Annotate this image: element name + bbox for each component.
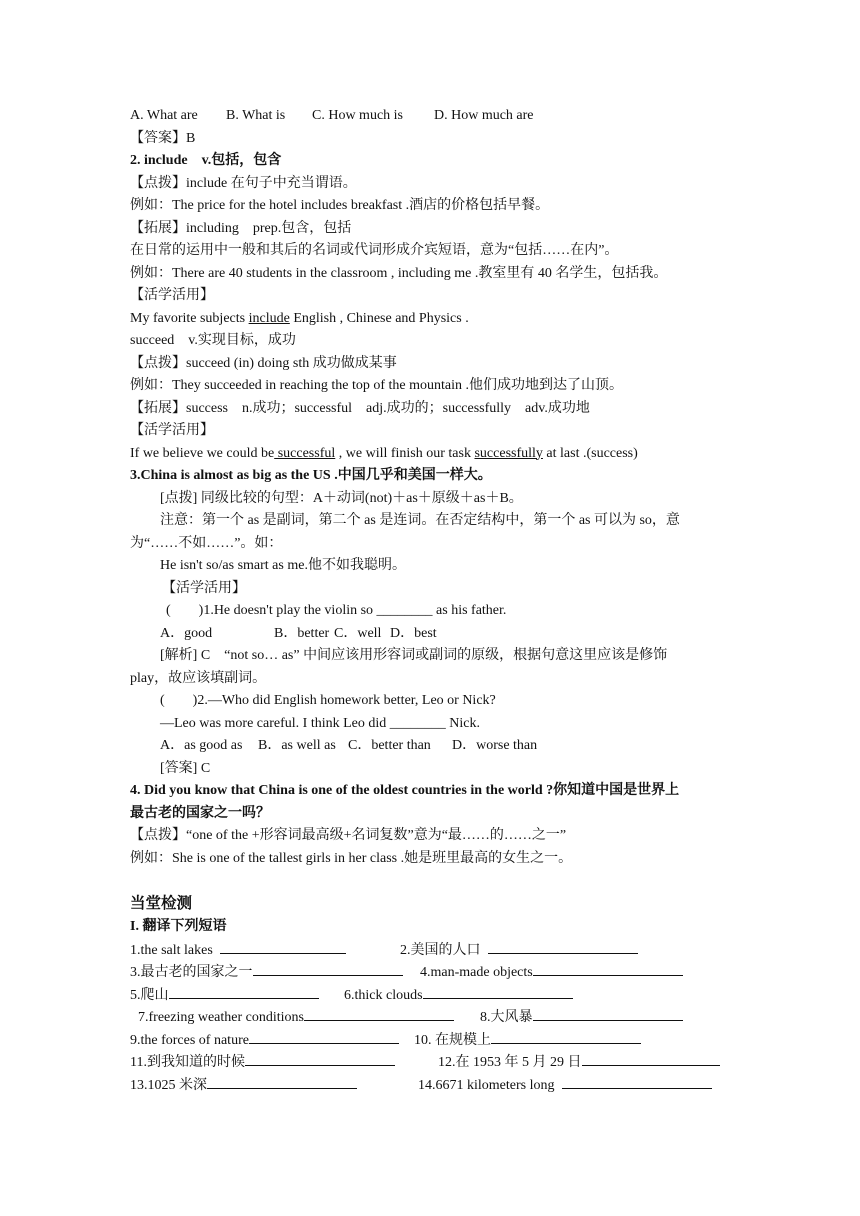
blank: [249, 1029, 399, 1044]
question-1-options: [130, 623, 740, 646]
answer-word: successful: [274, 445, 336, 461]
q1-answer: 【答案】B: [130, 130, 196, 146]
section-3-heading: 3.China is almost as big as the US .中国几乎和美国一样大。: [130, 468, 492, 483]
blank: [423, 984, 573, 999]
exercise-row: [130, 1074, 740, 1097]
text: If we believe we could be: [130, 445, 275, 461]
example: 例如：The price for the hotel includes breakfast .酒店的价格包括早餐。: [130, 198, 550, 213]
note-continued: 为“……不如……”。如：: [130, 535, 283, 551]
option-a: A．as good as: [160, 738, 243, 753]
item-text: 12.在 1953 年 5 月 29 日: [438, 1055, 582, 1070]
spacer: [130, 870, 740, 892]
option-d: D. How much are: [434, 108, 534, 123]
item-text: 6.thick clouds: [344, 987, 423, 1003]
exercise-row: [130, 1051, 740, 1074]
exercise-item: [400, 939, 638, 962]
practice-title: 【活学活用】: [162, 580, 246, 596]
blank: [207, 1074, 357, 1089]
question-1: ( )1.He doesn't play the violin so ________ as his father.: [166, 603, 507, 618]
exercise-row: [130, 939, 740, 962]
blank: [304, 1006, 454, 1021]
exercise-item: [414, 1029, 641, 1052]
exercise-item: [130, 1029, 414, 1052]
blank: [533, 1006, 683, 1021]
item-text: 5.爬山: [130, 987, 169, 1003]
text: at last .(success): [542, 445, 638, 461]
blank: [253, 961, 403, 976]
exercise-item: [420, 961, 683, 984]
extension: 【拓展】including prep.包含，包括: [130, 220, 352, 236]
blank: [488, 939, 638, 954]
blank: [562, 1074, 712, 1089]
item-text: 7.freezing weather conditions: [138, 1010, 304, 1025]
option-a: A．good: [160, 625, 213, 641]
exercise-row: [130, 1029, 740, 1052]
blank: [582, 1051, 720, 1066]
exercise-item: [438, 1051, 720, 1074]
section-4-heading: 4. Did you know that China is one of the oldest countries in the world ?你知道中国是世界上: [130, 783, 680, 798]
exercise-row: [130, 961, 740, 984]
option-b: B. What is: [226, 108, 286, 123]
part-title: I. 翻译下列短语: [130, 919, 227, 934]
tip: 【点拨】“one of the +形容词最高级+名词复数”意为“最……的……之一”: [130, 828, 567, 843]
text: My favorite subjects: [130, 310, 249, 326]
item-text: 8.大风暴: [480, 1010, 533, 1025]
blank: [245, 1051, 395, 1066]
succeed-heading: succeed v.实现目标，成功: [130, 333, 296, 348]
exercise-item: [130, 1051, 438, 1074]
option-d: D．worse than: [452, 738, 538, 753]
section-title: 当堂检测: [130, 895, 193, 912]
analysis: [解析] C “not so… as” 中间应该用形容词或副词的原级，根据句意这里应该是修饰: [160, 648, 668, 663]
option-c: C. How much is: [312, 108, 403, 123]
exercise-item: [130, 1074, 418, 1097]
practice-sentence: [130, 443, 740, 466]
blank: [491, 1029, 641, 1044]
section-4-heading-continued: 最古老的国家之一吗？: [130, 805, 270, 821]
item-text: 13.1025 米深: [130, 1077, 207, 1093]
exercise-row: [130, 1006, 740, 1029]
question-2-line-2: —Leo was more careful. I think Leo did ________ Nick.: [160, 715, 480, 731]
note: 注意：第一个 as 是副词，第二个 as 是连词。在否定结构中，第一个 as 可以为 so，意: [160, 513, 680, 528]
option-a: A. What are: [130, 108, 198, 123]
succeed-extension: 【拓展】success n.成功；successful adj.成功的；successfully adv.成功地: [130, 400, 590, 416]
item-text: 3.最古老的国家之一: [130, 965, 253, 980]
exercise-item: [138, 1006, 480, 1029]
option-b: B．better: [274, 625, 330, 641]
succeed-example: 例如：They succeeded in reaching the top of the mountain .他们成功地到达了山顶。: [130, 378, 624, 393]
question-2: ( )2.—Who did English homework better, Leo or Nick?: [160, 693, 496, 708]
exercise-row: [130, 984, 740, 1007]
tip: 【点拨】include 在句子中充当谓语。: [130, 175, 357, 191]
analysis-continued: play，故应该填副词。: [130, 670, 267, 686]
item-text: 2.美国的人口: [400, 942, 481, 958]
text: English , Chinese and Physics .: [289, 310, 469, 326]
item-text: 9.the forces of nature: [130, 1032, 249, 1048]
practice-sentence: [130, 308, 740, 331]
q1-options-line: [130, 105, 740, 128]
practice-title: 【活学活用】: [130, 423, 214, 438]
item-text: 10. 在规模上: [414, 1032, 491, 1048]
succeed-tip: 【点拨】succeed (in) doing sth 成功做成某事: [130, 355, 397, 371]
item-text: 1.the salt lakes: [130, 942, 213, 958]
blank: [169, 984, 319, 999]
blank: [533, 961, 683, 976]
extension-note: 在日常的运用中一般和其后的名词或代词形成介宾短语，意为“包括……在内”。: [130, 243, 619, 258]
item-text: 4.man-made objects: [420, 965, 533, 980]
item-text: 14.6671 kilometers long: [418, 1077, 555, 1093]
exercise-item: [418, 1074, 712, 1097]
answer: [答案] C: [160, 760, 211, 776]
practice-title: 【活学活用】: [130, 288, 214, 303]
exercise-item: [344, 984, 573, 1007]
item-text: 11.到我知道的时候: [130, 1055, 245, 1070]
extension-example: 例如：There are 40 students in the classroom , including me .教室里有 40 名学生，包括我。: [130, 265, 668, 281]
exercise-item: [130, 984, 344, 1007]
option-b: B．as well as: [258, 738, 336, 753]
tip: [点拨] 同级比较的句型：A＋动词(not)＋as＋原级＋as＋B。: [160, 490, 523, 506]
document-page: [130, 105, 740, 1096]
exercise-item: [130, 939, 400, 962]
text: , we will finish our task: [335, 445, 475, 461]
option-c: C．well: [334, 625, 382, 641]
example: 例如：She is one of the tallest girls in her class .她是班里最高的女生之一。: [130, 850, 573, 866]
exercise-item: [480, 1006, 683, 1029]
answer-word: include: [248, 310, 290, 326]
exercise-item: [130, 961, 420, 984]
example: He isn't so/as smart as me.他不如我聪明。: [160, 558, 406, 573]
question-2-options: [130, 735, 740, 758]
option-d: D．best: [390, 625, 437, 641]
blank: [220, 939, 346, 954]
option-c: C．better than: [348, 738, 431, 753]
section-2-heading: 2. include v.包括，包含: [130, 153, 282, 168]
answer-word: successfully: [474, 445, 543, 461]
